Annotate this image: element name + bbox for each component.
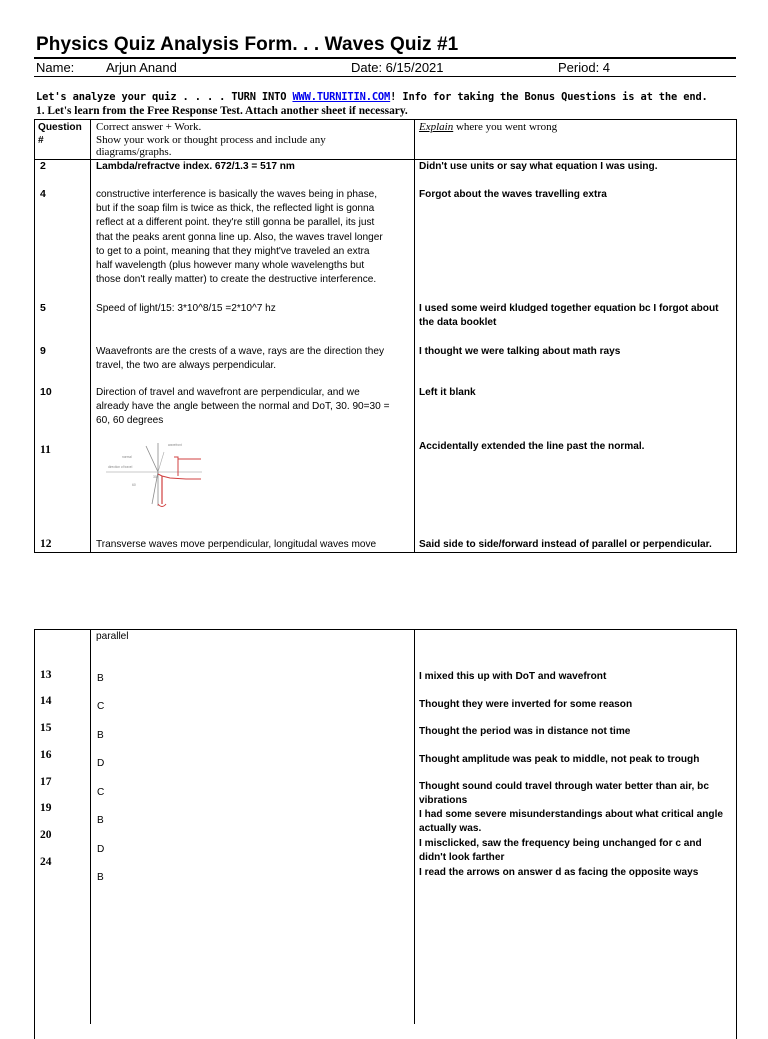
- wrong-text: [419, 808, 723, 836]
- wrong-text: Thought amplitude was peak to middle, not peak to trough: [419, 754, 700, 765]
- question-number: 14: [40, 695, 52, 707]
- answer-text: [96, 345, 384, 373]
- question-number: 19: [40, 802, 52, 814]
- header-answer-line1: Correct answer + Work.: [96, 121, 202, 133]
- wrong-line: Thought sound could travel through water better than air, bc: [419, 781, 709, 792]
- answer-letter: B: [97, 730, 104, 741]
- name-label: Name:: [36, 60, 75, 75]
- wrong-text: I thought we were talking about math rays: [419, 346, 621, 357]
- wrong-text: Thought they were inverted for some reason: [419, 699, 633, 710]
- answer-line: those don't really matter) to create the destructive interference.: [96, 274, 377, 286]
- wrong-text: I mixed this up with DoT and wavefront: [419, 671, 607, 682]
- wrong-text: Didn't use units or say what equation I was using.: [419, 161, 658, 172]
- question-number: 20: [40, 829, 52, 841]
- answer-line: reflect at a different point. they're still gonna be parallel, its just: [96, 217, 375, 229]
- answer-text: Transverse waves move perpendicular, longitudal waves move: [96, 539, 377, 550]
- section-heading: 1. Let's learn from the Free Response Test. Attach another sheet if necessary.: [36, 105, 408, 117]
- header-answer-line3: diagrams/graphs.: [96, 146, 172, 158]
- header-question-line2: #: [38, 135, 44, 146]
- refraction-diagram: [106, 440, 206, 510]
- answer-letter: C: [97, 701, 105, 712]
- answer-text: [96, 386, 390, 429]
- answer-line: travel, the two are always perpendicular.: [96, 360, 277, 372]
- answer-line: already have the angle between the normal and DoT, 30. 90=30 =: [96, 401, 390, 413]
- answer-line: Direction of travel and wavefront are perpendicular, and we: [96, 387, 360, 398]
- wrong-text: [419, 837, 702, 865]
- wrong-text: [419, 302, 718, 330]
- carry-over-text: parallel: [96, 631, 129, 642]
- instructions-prefix: Let's analyze your quiz . . . . TURN INTO: [36, 91, 293, 103]
- period-value: Period: 4: [558, 60, 611, 75]
- question-number: 5: [40, 302, 46, 314]
- header-explain-rest: where you went wrong: [453, 121, 558, 133]
- date-value: Date: 6/15/2021: [351, 60, 444, 75]
- header-question: [38, 121, 82, 147]
- answer-line: constructive interference is basically the waves being in phase,: [96, 189, 378, 200]
- question-number: 11: [40, 444, 51, 456]
- diagram-wavefront: [158, 452, 164, 472]
- diagram-red-ray-extended: [158, 474, 201, 479]
- diagram-label-wavefront: wavefront: [168, 443, 182, 447]
- header-question-line1: Question: [38, 122, 82, 133]
- answer-line: that the peaks arent gonna line up. Also, the waves travel longer: [96, 231, 383, 243]
- answer-line: to get to a point, meaning that they might've traveled an extra: [96, 245, 370, 257]
- wrong-line: I had some severe misunderstandings about what critical angle: [419, 809, 724, 820]
- col-divider-2: [414, 629, 415, 1024]
- wrong-line: didn't look farther: [419, 852, 505, 864]
- answer-line: 60, 60 degrees: [96, 415, 164, 427]
- wrong-line: actually was.: [419, 823, 482, 835]
- header-explain: [419, 121, 557, 134]
- answer-text: Speed of light/15: 3*10^8/15 =2*10^7 hz: [96, 303, 276, 314]
- wrong-text: Forgot about the waves travelling extra: [419, 189, 607, 200]
- answer-letter: C: [97, 787, 105, 798]
- wrong-text: I read the arrows on answer d as facing the opposite ways: [419, 867, 699, 878]
- answer-line: but if the soap film is twice as thick, the reflected light is gonna: [96, 203, 375, 215]
- header-explain-word: Explain: [419, 121, 454, 133]
- question-number: 24: [40, 856, 52, 868]
- question-number: 9: [40, 345, 46, 357]
- diagram-label-60: 60: [132, 483, 136, 487]
- instructions-line: [36, 91, 708, 103]
- diagram-incident-ray: [146, 446, 158, 472]
- page-title: Physics Quiz Analysis Form. . . Waves Quiz #1: [36, 34, 459, 55]
- header-answer: [96, 121, 326, 159]
- answer-text: [96, 188, 383, 287]
- question-number: 10: [40, 386, 52, 398]
- wrong-text: Thought the period was in distance not time: [419, 726, 631, 737]
- diagram-label-direction: direction of travel: [108, 465, 133, 469]
- wrong-text: Said side to side/forward instead of parallel or perpendicular.: [419, 539, 712, 550]
- instructions-suffix: ! Info for taking the Bonus Questions is at the end.: [390, 91, 708, 103]
- question-number: 12: [40, 538, 52, 550]
- title-rule: [34, 57, 736, 59]
- answer-letter: D: [97, 758, 105, 769]
- header-rule: [34, 76, 736, 77]
- name-value: Arjun Anand: [106, 60, 177, 75]
- answer-text: Lambda/refractve index. 672/1.3 = 517 nm: [96, 161, 295, 172]
- question-number: 15: [40, 722, 52, 734]
- question-number: 2: [40, 160, 46, 172]
- question-number: 17: [40, 776, 52, 788]
- diagram-label-30: 30: [153, 475, 157, 479]
- answer-letter: D: [97, 844, 105, 855]
- wrong-text: [419, 780, 709, 808]
- answer-letter: B: [97, 872, 104, 883]
- header-answer-line2: Show your work or thought process and include any: [96, 133, 326, 146]
- col-divider-1: [90, 119, 91, 553]
- wrong-line: I misclicked, saw the frequency being unchanged for c and: [419, 838, 702, 849]
- answer-line: half wavelength (plus however many whole wavelengths but: [96, 260, 365, 272]
- diagram-red-ray-top: [174, 457, 201, 476]
- answer-letter: B: [97, 815, 104, 826]
- turnitin-link[interactable]: WWW.TURNITIN.COM: [292, 91, 391, 103]
- wrong-line: the data booklet: [419, 317, 497, 329]
- col-divider-2: [414, 119, 415, 553]
- diagram-label-normal: normal: [122, 455, 132, 459]
- answer-line: Waavefronts are the crests of a wave, rays are the direction they: [96, 346, 384, 357]
- question-number: 4: [40, 188, 46, 200]
- wrong-line: I used some weird kludged together equation bc I forgot about: [419, 303, 719, 314]
- answer-letter: B: [97, 673, 104, 684]
- col-divider-1: [90, 629, 91, 1024]
- wrong-text: Left it blank: [419, 387, 476, 398]
- wrong-line: vibrations: [419, 795, 468, 807]
- diagram-red-hook: [158, 504, 166, 507]
- question-number: 13: [40, 669, 52, 681]
- wrong-text: Accidentally extended the line past the normal.: [419, 441, 645, 452]
- question-number: 16: [40, 749, 52, 761]
